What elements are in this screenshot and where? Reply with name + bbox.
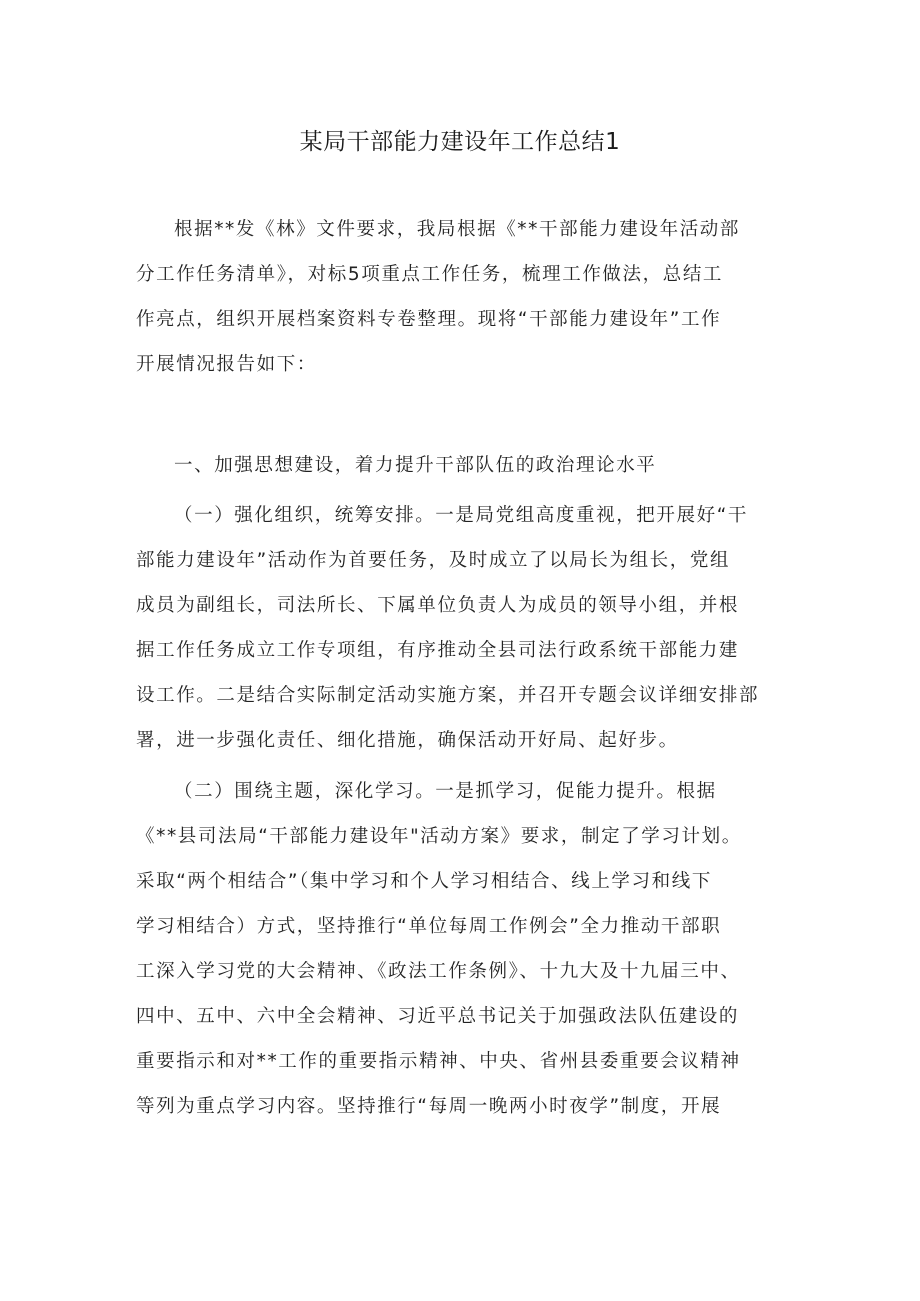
section-heading-1 <box>136 443 796 488</box>
intro-line: 分工作任务清单》，对标5项重点工作任务，梳理工作做法，总结工 <box>136 264 724 285</box>
heading-line: 一、加强思想建设，着力提升干部队伍的政治理论水平 <box>174 455 657 476</box>
section-2-line: 等列为重点学习内容。坚持推行“每周一晚两小时夜学”制度，开展 <box>136 1096 722 1117</box>
section-2-line: （二）围绕主题，深化学习。一是抓学习，促能力提升。根据 <box>174 781 717 802</box>
section-2-line: 学习相结合）方式，坚持推行“单位每周工作例会”全力推动干部职 <box>136 916 722 937</box>
section-1-line: 成员为副组长，司法所长、下属单位负责人为成员的领导小组，并根 <box>136 595 740 616</box>
section-2-line: 工深入学习党的大会精神、《政法工作条例》、十九大及十九届三中、 <box>136 961 741 982</box>
section-1-paragraph <box>136 493 796 763</box>
intro-paragraph <box>136 207 796 387</box>
section-1-line: 设工作。二是结合实际制定活动实施方案，并召开专题会议详细安排部 <box>136 685 760 706</box>
section-2-line: 重要指示和对**工作的重要指示精神、中央、省州县委重要会议精神 <box>136 1051 741 1072</box>
section-2-line: 《**县司法局“干部能力建设年"活动方案》要求，制定了学习计划。 <box>136 826 742 847</box>
intro-line: 开展情况报告如下： <box>136 354 317 375</box>
section-1-line: 署，进一步强化责任、细化措施，确保活动开好局、起好步。 <box>136 730 679 751</box>
section-2-paragraph <box>136 769 796 1129</box>
section-1-line: 部能力建设年”活动作为首要任务，及时成立了以局长为组长，党组 <box>136 550 731 571</box>
intro-line: 根据**发《林》文件要求，我局根据《**干部能力建设年活动部 <box>174 219 741 240</box>
section-1-line: 据工作任务成立工作专项组，有序推动全县司法行政系统干部能力建 <box>136 640 740 661</box>
section-2-line: 四中、五中、六中全会精神、习近平总书记关于加强政法队伍建设的 <box>136 1006 740 1027</box>
intro-line: 作亮点，组织开展档案资料专卷整理。现将“干部能力建设年”工作 <box>136 309 722 330</box>
section-2-line: 采取“两个相结合”（集中学习和个人学习相结合、线上学习和线下 <box>136 871 712 892</box>
document-title: 某局干部能力建设年工作总结1 <box>299 129 621 155</box>
section-1-line: （一）强化组织，统筹安排。一是局党组高度重视，把开展好“干 <box>174 505 748 526</box>
